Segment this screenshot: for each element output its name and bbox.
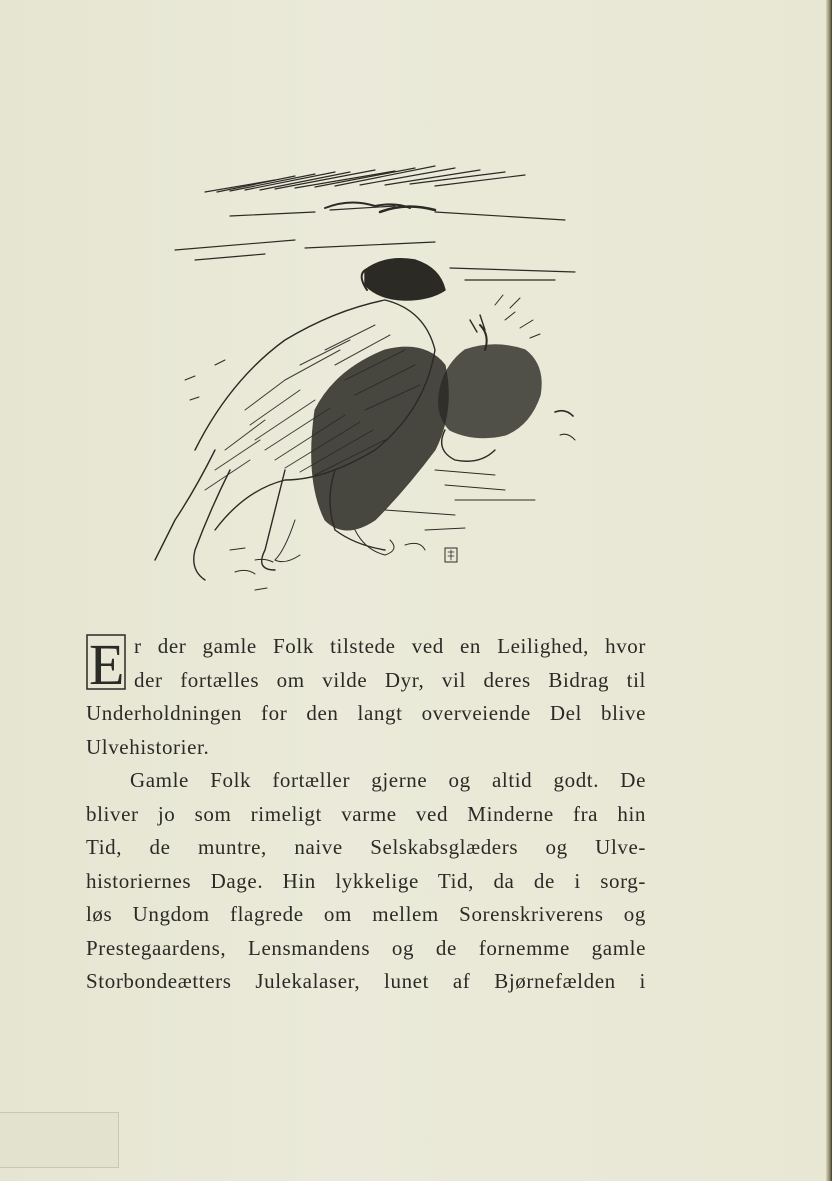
text-line: der fortælles om vilde Dyr, vil deres Bidrag til: [134, 667, 646, 692]
text-line: Tid, de muntre, naive Selskabsglæders og Ulve-: [86, 835, 646, 859]
paragraph-2: [86, 764, 646, 999]
text-line: Prestegaardens, Lensmandens og de fornemme gamle: [86, 935, 646, 960]
text-line: Ulvehistorier.: [86, 734, 210, 759]
text-line: Underholdningen for den langt overveiende Del blive: [86, 701, 646, 725]
two-dogs-fighting-bear-illustration: [135, 150, 595, 605]
page-edge: [826, 0, 832, 1181]
library-stamp-box: [0, 1112, 119, 1168]
text-line: r der gamle Folk tilstede ved en Leilighed, hvor: [134, 634, 646, 658]
paragraph-1: [86, 630, 646, 764]
dropcap-letter: [86, 634, 126, 690]
text-line: Gamle Folk fortæller gjerne og altid godt. De: [130, 768, 646, 792]
text-line: historiernes Dage. Hin lykkelige Tid, da de i sorg-: [86, 868, 646, 893]
text-line: løs Ungdom flagrede om mellem Sorenskriverens og: [86, 902, 646, 926]
text-line: Storbondeætters Julekalaser, lunet af Bjørnefælden i: [86, 969, 646, 993]
dropcap-glyph: E: [89, 634, 126, 690]
body-text: [86, 630, 646, 999]
text-line: bliver jo som rimeligt varme ved Minderne fra hin: [86, 801, 646, 826]
